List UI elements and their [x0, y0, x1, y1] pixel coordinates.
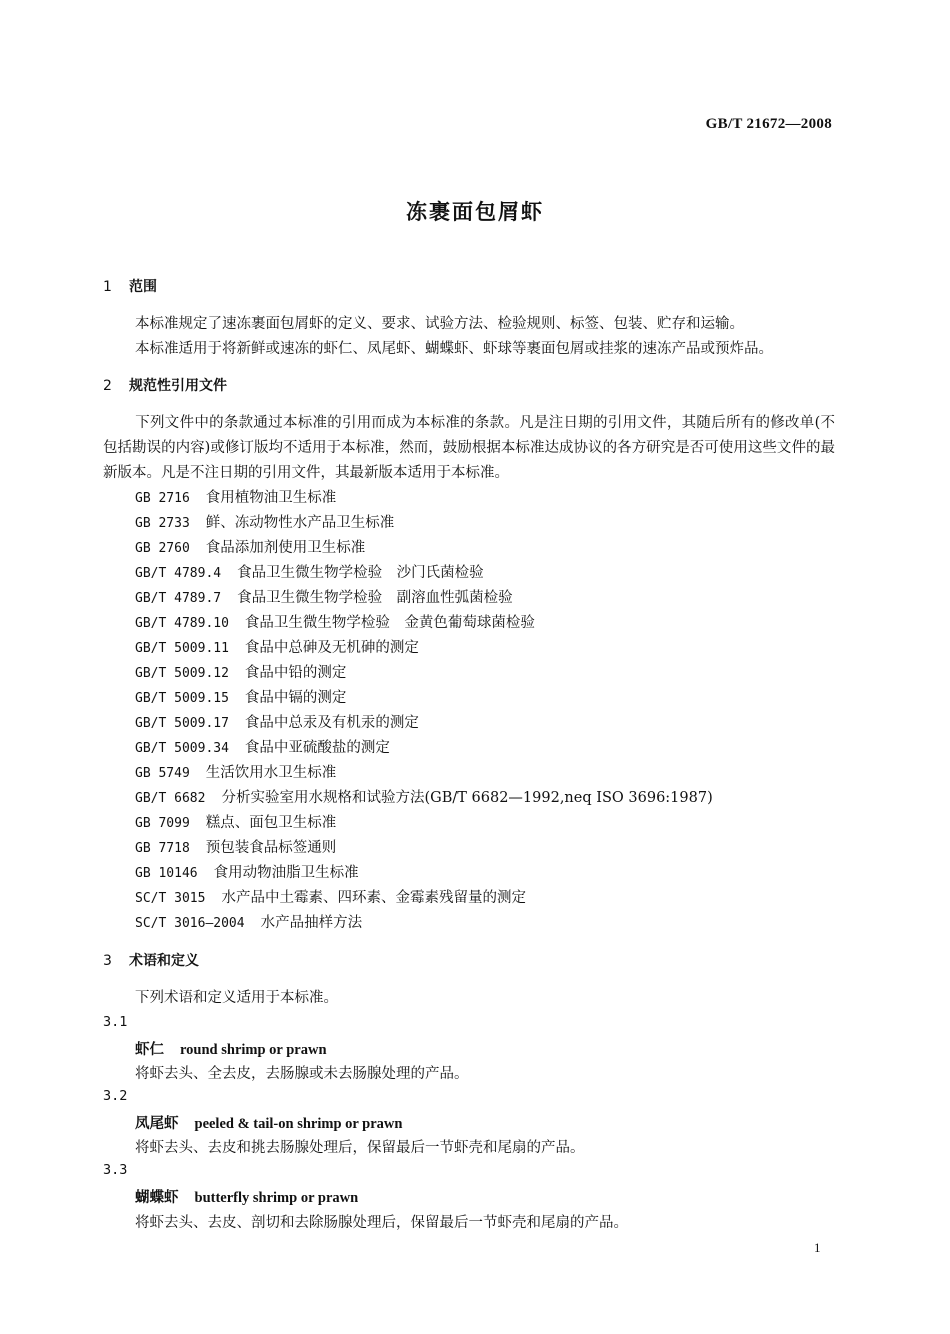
reference-code: GB/T 6682: [135, 791, 206, 806]
reference-name: 食品中总砷及无机砷的测定: [244, 640, 419, 656]
reference-code: GB 7099: [135, 816, 190, 831]
scope-paragraph-2: 本标准适用于将新鲜或速冻的虾仁、凤尾虾、蝴蝶虾、虾球等裹面包屑或挂浆的速冻产品或预炸品。: [135, 341, 773, 357]
reference-item: [135, 786, 713, 807]
reference-code: GB/T 5009.11: [135, 641, 229, 656]
reference-code: SC/T 3015: [135, 891, 206, 906]
reference-code: GB 7718: [135, 841, 190, 856]
term-heading: [135, 1112, 402, 1133]
section-number: 2: [103, 378, 112, 394]
section-number: 1: [103, 279, 112, 295]
term-definition: 将虾去头、去皮和挑去肠腺处理后，保留最后一节虾壳和尾扇的产品。: [135, 1140, 585, 1156]
reference-item: [135, 586, 513, 607]
reference-name: 食用植物油卫生标准: [205, 490, 337, 506]
term-en: butterfly shrimp or prawn: [194, 1190, 359, 1206]
reference-name: 鲜、冻动物性水产品卫生标准: [205, 515, 395, 531]
reference-item: [135, 836, 336, 857]
clause-number: 3.1: [103, 1014, 128, 1030]
reference-code: GB/T 5009.15: [135, 691, 229, 706]
term-definition: 将虾去头、去皮、剖切和去除肠腺处理后，保留最后一节虾壳和尾扇的产品。: [135, 1215, 628, 1231]
reference-name: 水产品中土霉素、四环素、金霉素残留量的测定: [221, 890, 526, 906]
reference-name: 食品中亚硫酸盐的测定: [244, 740, 390, 756]
reference-code: GB 2733: [135, 516, 190, 531]
reference-item: [135, 611, 535, 632]
reference-name: 食品卫生微生物学检验 沙门氏菌检验: [237, 565, 484, 581]
reference-code: GB/T 5009.12: [135, 666, 229, 681]
reference-name: 食品卫生微生物学检验 金黄色葡萄球菌检验: [244, 615, 535, 631]
reference-item: [135, 811, 336, 832]
reference-code: GB/T 5009.34: [135, 741, 229, 756]
reference-name: 食品中镉的测定: [244, 690, 347, 706]
scope-paragraph-1: 本标准规定了速冻裹面包屑虾的定义、要求、试验方法、检验规则、标签、包装、贮存和运输。: [135, 316, 744, 332]
reference-item: [135, 536, 365, 557]
section-title: 术语和定义: [129, 953, 199, 969]
reference-code: GB/T 4789.4: [135, 566, 222, 581]
reference-item: [135, 761, 336, 782]
section-1-heading: [103, 276, 157, 296]
section-2-heading: [103, 375, 227, 395]
reference-item: [135, 861, 359, 882]
term-zh: 凤尾虾: [135, 1115, 179, 1132]
reference-code: GB 2716: [135, 491, 190, 506]
terms-intro: 下列术语和定义适用于本标准。: [135, 990, 338, 1006]
reference-name: 食品卫生微生物学检验 副溶血性弧菌检验: [237, 590, 513, 606]
section-3-heading: [103, 950, 199, 970]
reference-code: GB/T 4789.7: [135, 591, 222, 606]
reference-item: [135, 711, 419, 732]
reference-item: [135, 511, 394, 532]
normative-references-intro: [103, 411, 835, 486]
reference-item: [135, 736, 390, 757]
term-en: round shrimp or prawn: [180, 1042, 327, 1058]
intro-text: 下列文件中的条款通过本标准的引用而成为本标准的条款。凡是注日期的引用文件，其随后所有的修改单(不包括勘误的内容)或修订版均不适用于本标准，然而，鼓励根据本标准达成协议的各方研究是否可使用这些文件的最新版本。凡是不注日期的引用文件，其最新版本适用于本标准。: [103, 415, 835, 481]
reference-item: [135, 911, 362, 932]
term-zh: 蝴蝶虾: [135, 1189, 179, 1206]
standard-code: GB/T 21672—2008: [705, 116, 832, 132]
clause-number: 3.2: [103, 1088, 128, 1104]
document-title: 冻裹面包屑虾: [406, 200, 544, 224]
reference-name: 生活饮用水卫生标准: [205, 765, 337, 781]
reference-code: GB/T 4789.10: [135, 616, 229, 631]
clause-number: 3.3: [103, 1162, 128, 1178]
section-number: 3: [103, 953, 112, 969]
reference-name: 食品添加剂使用卫生标准: [205, 540, 366, 556]
reference-item: [135, 636, 419, 657]
reference-name: 糕点、面包卫生标准: [205, 815, 337, 831]
term-en: peeled & tail-on shrimp or prawn: [194, 1116, 403, 1132]
reference-code: GB 10146: [135, 866, 198, 881]
reference-item: [135, 661, 346, 682]
term-definition: 将虾去头、全去皮，去肠腺或未去肠腺处理的产品。: [135, 1066, 469, 1082]
reference-name: 食用动物油脂卫生标准: [213, 865, 359, 881]
term-zh: 虾仁: [135, 1041, 164, 1058]
reference-item: [135, 686, 346, 707]
reference-item: [135, 486, 336, 507]
reference-name: 水产品抽样方法: [260, 915, 363, 931]
reference-name: 食品中总汞及有机汞的测定: [244, 715, 419, 731]
reference-code: GB 5749: [135, 766, 190, 781]
reference-code: GB 2760: [135, 541, 190, 556]
reference-item: [135, 561, 484, 582]
reference-item: [135, 886, 526, 907]
section-title: 范围: [129, 279, 157, 295]
term-heading: [135, 1186, 358, 1207]
reference-code: GB/T 5009.17: [135, 716, 229, 731]
term-heading: [135, 1038, 327, 1059]
page-number: 1: [814, 1240, 821, 1255]
reference-code: SC/T 3016—2004: [135, 916, 245, 931]
reference-name: 分析实验室用水规格和试验方法(GB/T 6682—1992,neq ISO 3696:1987): [221, 790, 713, 806]
reference-name: 预包装食品标签通则: [205, 840, 337, 856]
reference-name: 食品中铅的测定: [244, 665, 347, 681]
section-title: 规范性引用文件: [129, 378, 227, 394]
